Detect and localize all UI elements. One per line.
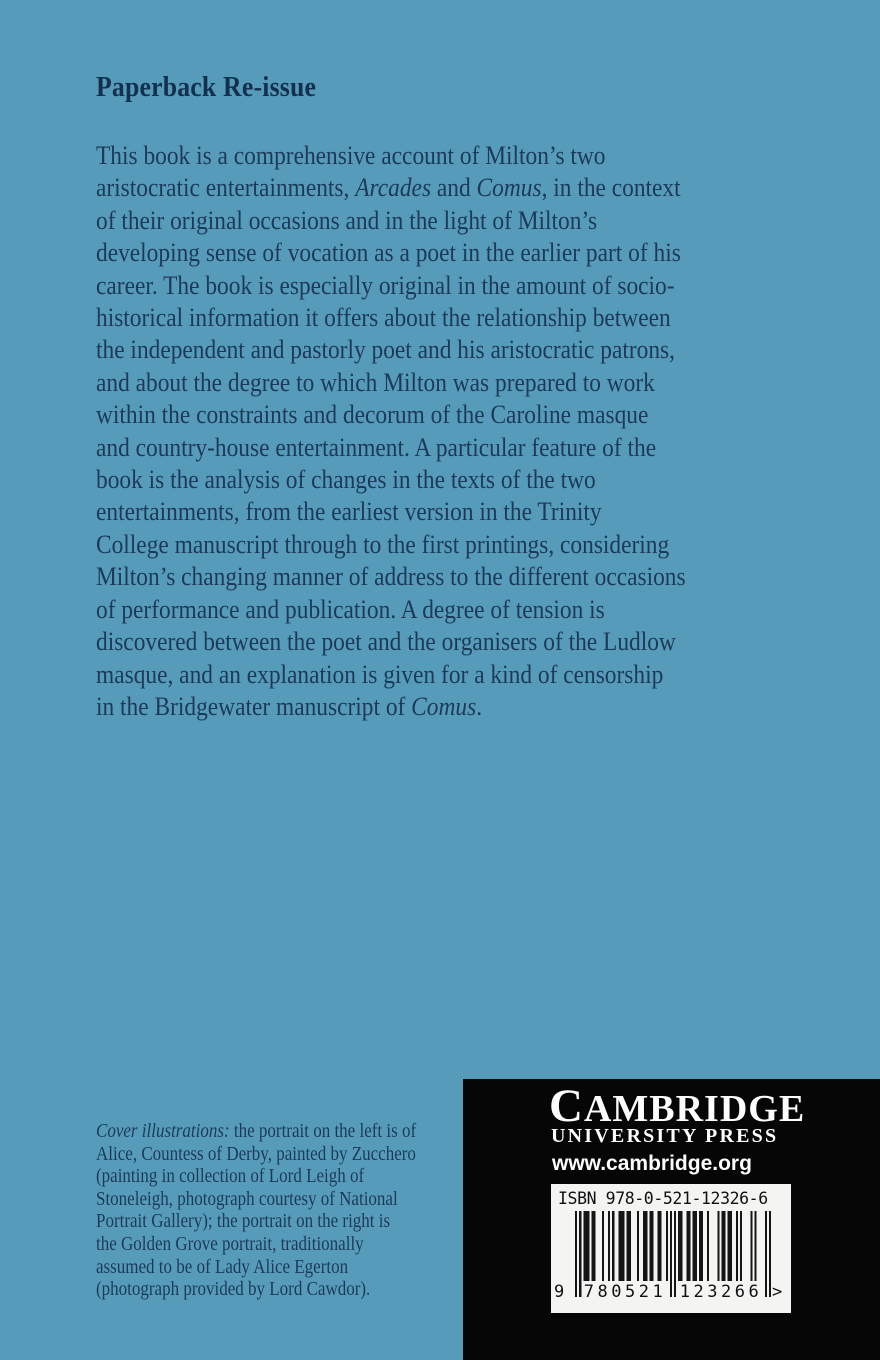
publisher-subname: UNIVERSITY PRESS (551, 1125, 779, 1147)
blurb-text: This book is a comprehensive account of Milton’s two aristocratic entertainments, Arcades and Comus, in the context of their original occasions and in the light of Milton’s developing sense of vocation as a poet in the earlier part of his career. The book is especially original in the amount of socio- historical information it offers about the relationship between the independent and pastorly poet and his aristocratic patrons, and about the degree to which Milton was prepared to work within the constraints and decorum of the Caroline masque and country-house entertainment. A particular feature of the book is the analysis of changes in the texts of the two entertainments, from the earliest version in the Trinity College manuscript through to the first printings, considering Milton’s changing manner of address to the different occasions of performance and publication. A degree of tension is discovered between the poet and the organisers of the Ludlow masque, and an explanation is given for a kind of censorship in the Bridgewater manuscript of Comus. (96, 141, 686, 721)
barcode-digit-leading: 9 (554, 1282, 565, 1302)
barcode-digits-group1: 780521 (583, 1282, 667, 1302)
barcode-box (551, 1184, 791, 1313)
publisher-website: www.cambridge.org (552, 1152, 752, 1175)
credits-text: Cover illustrations: the portrait on the left is of Alice, Countess of Derby, painted by Zucchero (painting in collection of Lord Leigh of Stoneleigh, photograph courtesy of National Portrait Gallery); the portrait on the right is the Golden Grove portrait, traditionally assumed to be of Lady Alice Egerton (photograph provided by Lord Cawdor). (96, 1120, 417, 1301)
publisher-name: CAMBRIDGE (549, 1080, 806, 1132)
barcode-terminator: > (772, 1282, 783, 1302)
barcode-digits-group2: 123266 (679, 1282, 763, 1302)
publisher-panel (463, 1079, 880, 1360)
isbn-label: ISBN 978-0-521-12326-6 (558, 1189, 768, 1208)
page-title: Paperback Re-issue (96, 72, 317, 103)
